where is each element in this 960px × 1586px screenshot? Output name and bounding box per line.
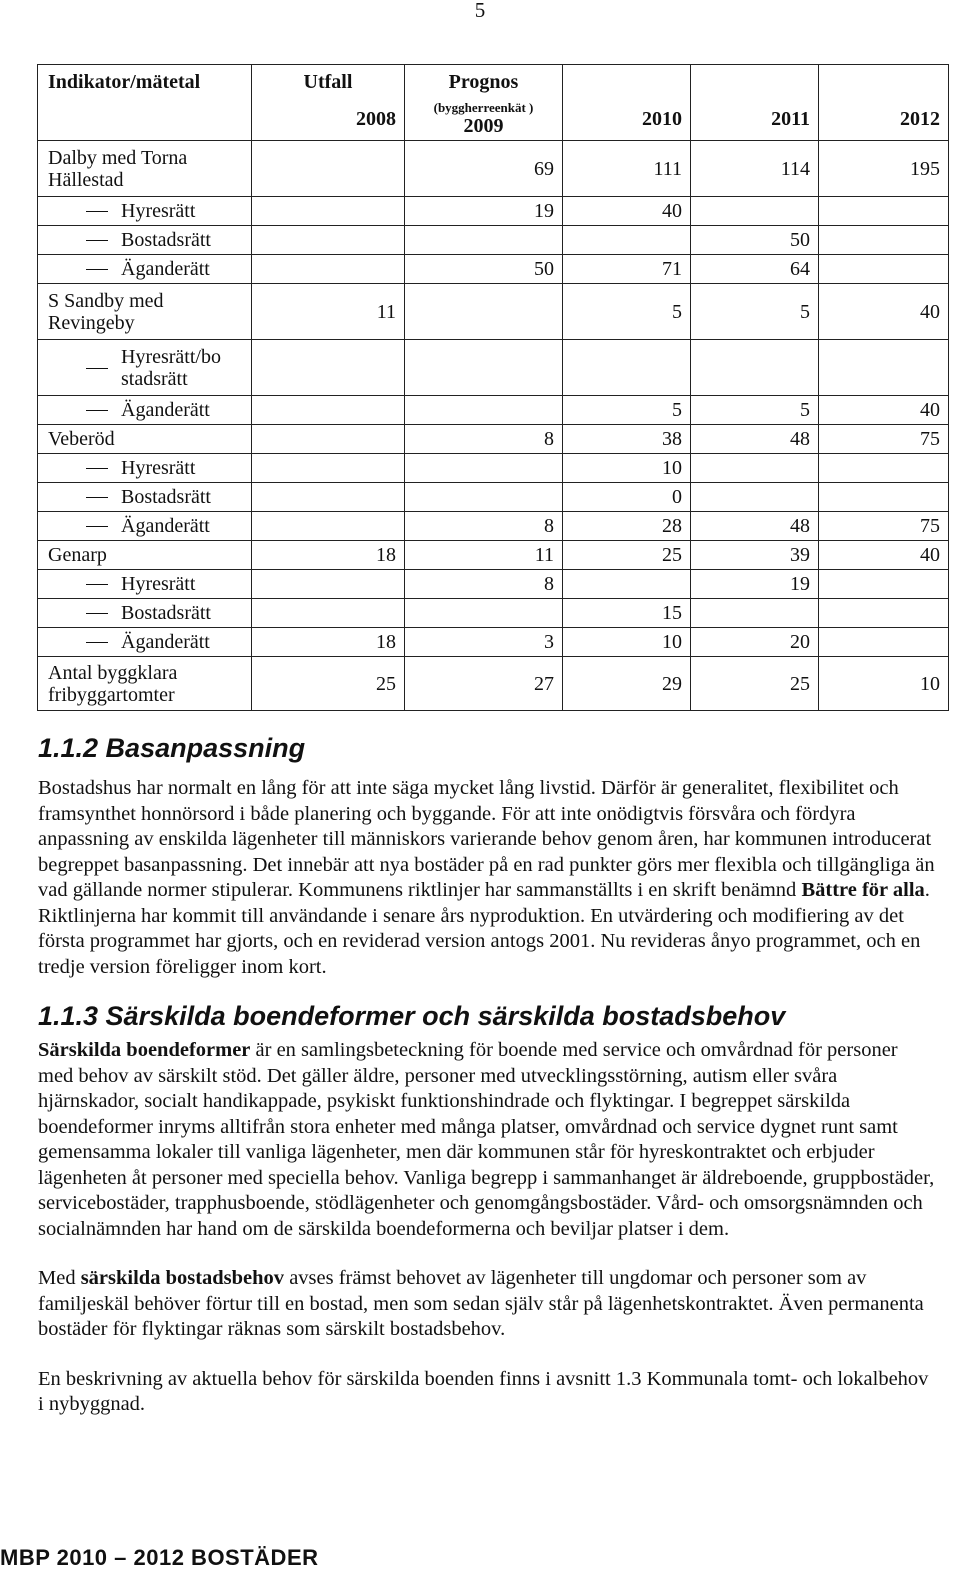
- header-year-2009: 2009: [463, 115, 504, 138]
- cell-2012: [819, 483, 949, 512]
- table-row: [38, 255, 949, 284]
- text-span: Med: [38, 1267, 81, 1289]
- cell-2012: [819, 628, 949, 657]
- cell-2008: [252, 396, 405, 425]
- cell-2008: [252, 226, 405, 255]
- cell-2010: 40: [563, 197, 691, 226]
- cell-2011: 39: [691, 541, 819, 570]
- cell-2010: 29: [563, 657, 691, 711]
- cell-2010: [563, 226, 691, 255]
- row-label-text: Hyresrätt: [121, 573, 196, 595]
- cell-2010: 71: [563, 255, 691, 284]
- paragraph-beskrivning: En beskrivning av aktuella behov för särskilda boenden finns i avsnitt 1.3 Kommunala tomt- och lokalbehov i nybyggnad.: [38, 1367, 929, 1415]
- cell-2008: [252, 425, 405, 454]
- bold-term: Särskilda boendeformer: [38, 1039, 251, 1061]
- cell-2012: [819, 197, 949, 226]
- text-span: är en samlingsbeteckning för boende med service och omvårdnad för personer med behov av särskilt stöd. Det gäller äldre, personer med utvecklingsstörning, autism eller svåra hjärnskador, socialt handikappade, psykiskt funktionshindrade och flyktingar. I begreppet särskilda boendeformer inryms alltifrån stora enheter med många platser, omvårdnad och service dygnet runt samt gemensamma lokaler till vanliga lägenheter, men där kommunen står för hyreskontraktet och erbjuder lägenheten åt personer med speciella behov. Vanliga begrepp i sammanhanget är äldreboende, gruppbostäder, servicebostäder, trapphusboende, stödlägenheter och genomgångsbostäder. Vård- och omsorgsnämnden och socialnämnden har hand om de särskilda boendeformerna och beviljar platser i dem.: [38, 1039, 935, 1240]
- cell-2011: 19: [691, 570, 819, 599]
- table-header-row-1: [38, 65, 949, 99]
- row-label: Genarp: [38, 541, 252, 570]
- cell-2008: 11: [252, 284, 405, 340]
- cell-2009: [405, 396, 563, 425]
- row-label: [38, 197, 252, 226]
- table-row: [38, 396, 949, 425]
- header-year-2011: 2011: [691, 99, 819, 141]
- bold-term: Bättre för alla: [801, 879, 925, 901]
- cell-2009: 3: [405, 628, 563, 657]
- cell-2008: [252, 141, 405, 197]
- cell-2011: 64: [691, 255, 819, 284]
- cell-2011: 50: [691, 226, 819, 255]
- cell-2009: 8: [405, 570, 563, 599]
- row-label: Dalby med Torna Hällestad: [38, 141, 252, 197]
- table-row: [38, 425, 949, 454]
- header-blank: [819, 65, 949, 99]
- cell-2011: 5: [691, 396, 819, 425]
- cell-2011: [691, 197, 819, 226]
- cell-2008: [252, 197, 405, 226]
- row-label: [38, 570, 252, 599]
- row-label-text: Bostadsrätt: [121, 486, 211, 508]
- cell-2009: [405, 599, 563, 628]
- row-label-text: Äganderätt: [121, 631, 210, 653]
- table-row: [38, 541, 949, 570]
- cell-2008: [252, 599, 405, 628]
- header-utfall: Utfall: [252, 65, 405, 99]
- paragraph-bostadsbehov: [38, 1266, 938, 1343]
- header-year-2012: 2012: [819, 99, 949, 141]
- row-label: [38, 396, 252, 425]
- cell-2008: 18: [252, 628, 405, 657]
- heading-sarskilda: 1.1.3 Särskilda boendeformer och särskilda bostadsbehov: [38, 1001, 786, 1031]
- page-number: 5: [474, 0, 486, 22]
- row-label: Veberöd: [38, 425, 252, 454]
- table-row: [38, 628, 949, 657]
- row-label: [38, 340, 252, 396]
- cell-2010: 111: [563, 141, 691, 197]
- row-label: S Sandby med Revingeby: [38, 284, 252, 340]
- cell-2009: [405, 340, 563, 396]
- row-label-text: Hyresrätt: [121, 457, 196, 479]
- cell-2012: [819, 570, 949, 599]
- table-row: [38, 657, 949, 711]
- header-blank: [563, 65, 691, 99]
- cell-2010: 38: [563, 425, 691, 454]
- cell-2012: [819, 599, 949, 628]
- cell-2012: [819, 454, 949, 483]
- indicator-table-frame: [37, 64, 948, 711]
- cell-2012: [819, 226, 949, 255]
- cell-2009: 8: [405, 512, 563, 541]
- row-label: [38, 483, 252, 512]
- heading-basanpassning: 1.1.2 Basanpassning: [38, 733, 306, 763]
- cell-2011: 25: [691, 657, 819, 711]
- cell-2008: [252, 483, 405, 512]
- cell-2010: 15: [563, 599, 691, 628]
- cell-2012: 195: [819, 141, 949, 197]
- table-header-row-2: [38, 99, 949, 141]
- table-row: [38, 226, 949, 255]
- bold-term: särskilda bostadsbehov: [80, 1267, 285, 1289]
- cell-2012: 75: [819, 425, 949, 454]
- indicator-table: [37, 64, 949, 711]
- cell-2008: [252, 340, 405, 396]
- body-text: [38, 730, 938, 1418]
- cell-2012: [819, 340, 949, 396]
- cell-2012: 40: [819, 284, 949, 340]
- cell-2009: [405, 284, 563, 340]
- cell-2009: 11: [405, 541, 563, 570]
- cell-2010: [563, 340, 691, 396]
- cell-2009: 19: [405, 197, 563, 226]
- row-label: [38, 255, 252, 284]
- paragraph-boendeformer: [38, 1038, 938, 1242]
- cell-2011: [691, 340, 819, 396]
- cell-2009: 27: [405, 657, 563, 711]
- table-row: [38, 483, 949, 512]
- cell-2010: 0: [563, 483, 691, 512]
- table-row: [38, 197, 949, 226]
- cell-2008: [252, 255, 405, 284]
- table-row: [38, 141, 949, 197]
- cell-2009: [405, 454, 563, 483]
- header-year-2008: 2008: [252, 99, 405, 141]
- footer: MBP 2010 – 2012 BOSTÄDER: [0, 1545, 319, 1570]
- cell-2010: 10: [563, 454, 691, 483]
- header-prognos-text: Prognos: [448, 70, 519, 93]
- paragraph-basanpassning: [38, 776, 938, 980]
- row-label-text: Bostadsrätt: [121, 229, 211, 251]
- cell-2011: 48: [691, 425, 819, 454]
- header-label: Indikator/mätetal: [38, 65, 252, 99]
- cell-2008: 18: [252, 541, 405, 570]
- row-label: [38, 599, 252, 628]
- cell-2012: 40: [819, 396, 949, 425]
- cell-2011: [691, 483, 819, 512]
- cell-2010: [563, 570, 691, 599]
- cell-2009: 69: [405, 141, 563, 197]
- header-blank: [38, 99, 252, 141]
- cell-2010: 10: [563, 628, 691, 657]
- cell-2009: 50: [405, 255, 563, 284]
- header-prognos: [405, 65, 563, 99]
- cell-2009: [405, 483, 563, 512]
- table-row: [38, 284, 949, 340]
- cell-2011: [691, 599, 819, 628]
- row-label-text: Äganderätt: [121, 399, 210, 421]
- table-row: [38, 340, 949, 396]
- cell-2010: 25: [563, 541, 691, 570]
- cell-2011: 48: [691, 512, 819, 541]
- cell-2008: [252, 512, 405, 541]
- table-row: [38, 599, 949, 628]
- cell-2011: 5: [691, 284, 819, 340]
- row-label-text: Hyresrätt: [121, 200, 196, 222]
- cell-2012: 40: [819, 541, 949, 570]
- text-span: . Riktlinjerna har kommit till användande i senare års nyproduktion. En utvärdering och modifiering av det första programmet har gjorts, och en reviderad version antogs 2001. Nu revideras ånyo programmet, och en tredje version föreligger inom kort.: [38, 879, 930, 978]
- row-label-text: Bostadsrätt: [121, 602, 211, 624]
- cell-2008: [252, 454, 405, 483]
- cell-2010: 5: [563, 396, 691, 425]
- row-label: [38, 226, 252, 255]
- text-span: Bostadshus har normalt en lång för att inte säga mycket lång livstid. Därför är generalitet, flexibilitet och framsynthet honnörsord i både planering och byggande. För att inte onödigtvis försvåra och fördyra anpassning av enskilda lägenheter till människors varierande behov genom åren, har kommunen introducerat begreppet basanpassning. Det innebär att nya bostäder på en rad punkter görs mer flexibla och tillgängliga än vad gällande normer stipulerar. Kommunens riktlinjer har sammanställts i en skrift benämnd: [38, 777, 935, 901]
- row-label-text: Äganderätt: [121, 258, 210, 280]
- cell-2012: 75: [819, 512, 949, 541]
- table-row: [38, 570, 949, 599]
- text-span: avses främst behovet av lägenheter till ungdomar och personer som av familjeskäl behöver förtur till en bostad, men som sedan själv står på lägenhetskontraktet. Även permanenta bostäder för flyktingar räknas som särskilt bostadsbehov.: [38, 1267, 924, 1340]
- cell-2010: 28: [563, 512, 691, 541]
- cell-2012: 10: [819, 657, 949, 711]
- table-row: [38, 512, 949, 541]
- row-label-text: Äganderätt: [121, 515, 210, 537]
- cell-2011: 114: [691, 141, 819, 197]
- table-row: [38, 454, 949, 483]
- row-label: [38, 454, 252, 483]
- cell-2009: 8: [405, 425, 563, 454]
- cell-2008: [252, 570, 405, 599]
- cell-2008: 25: [252, 657, 405, 711]
- cell-2011: 20: [691, 628, 819, 657]
- header-year-2010: 2010: [563, 99, 691, 141]
- cell-2010: 5: [563, 284, 691, 340]
- header-prognos-note: (byggherreenkät ): [433, 100, 534, 116]
- row-label: Antal byggklara fribyggartomter: [38, 657, 252, 711]
- cell-2009: [405, 226, 563, 255]
- cell-2011: [691, 454, 819, 483]
- row-label-text: Hyresrätt/bo stadsrätt: [121, 345, 221, 390]
- row-label: [38, 628, 252, 657]
- header-prognos-sub: [405, 99, 563, 141]
- header-blank: [691, 65, 819, 99]
- cell-2012: [819, 255, 949, 284]
- row-label: [38, 512, 252, 541]
